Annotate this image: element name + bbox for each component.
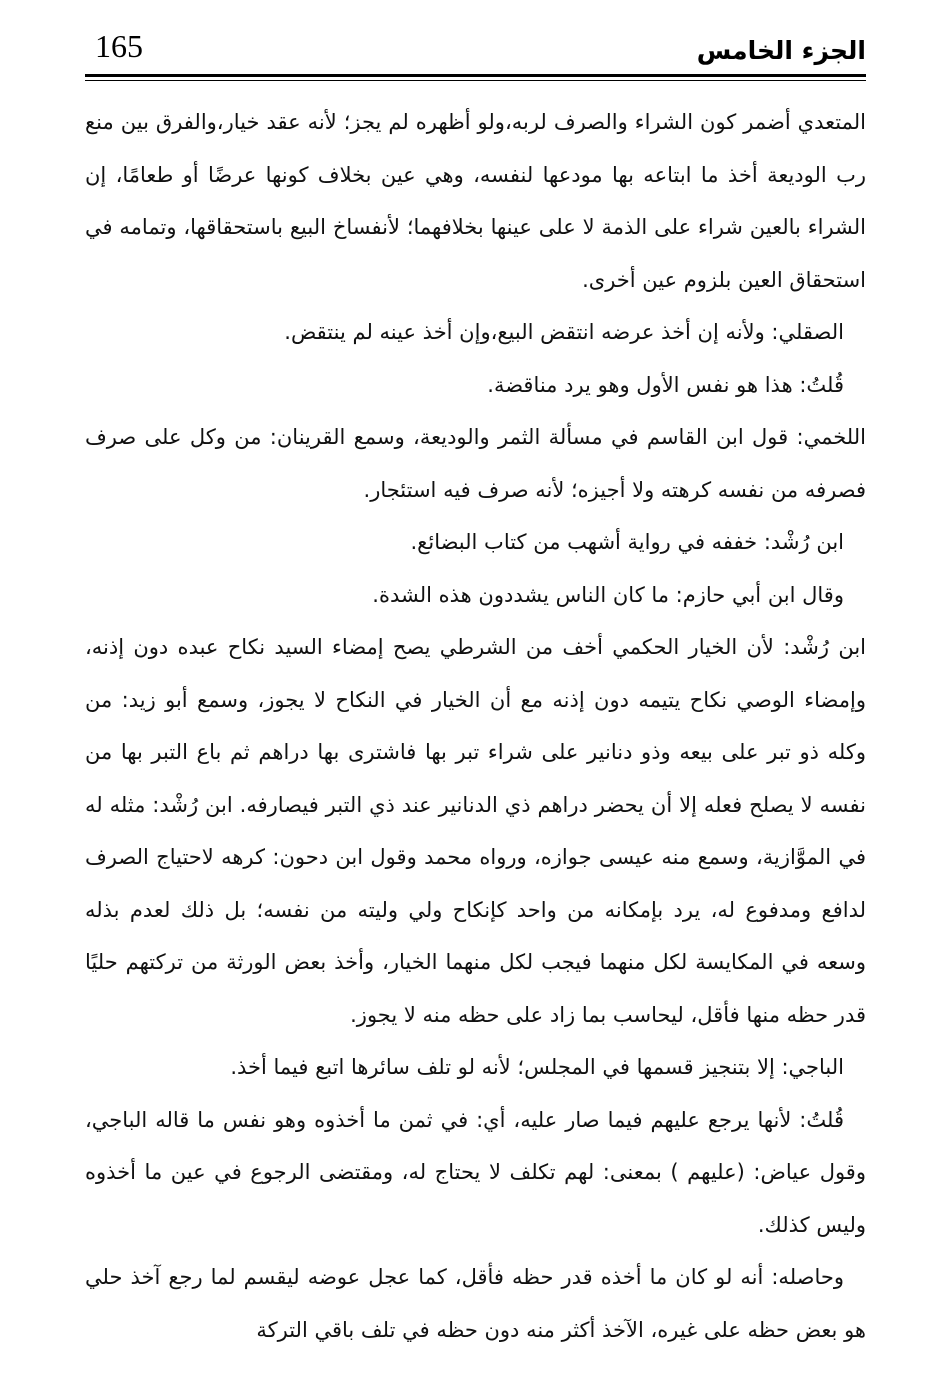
paragraph-lakhmi: اللخمي: قول ابن القاسم في مسألة الثمر والوديعة، وسمع القرينان: من وكل على صرف فصرفه من نفسه كرهته ولا أجيزه؛ لأنه صرف فيه استئجار. (85, 425, 866, 502)
paragraph-ibn-rushd-2: ابن رُشْد: لأن الخيار الحكمي أخف من الشرطي يصح إمضاء السيد نكاح عبده دون إذنه، وإمضاء الوصي نكاح يتيمه دون إذنه مع أن الخيار في النكاح لا يجوز، وسمع أبو زيد: من وكله ذو تبر على بيعه وذو دنانير على شراء تبر بها فاشترى بها دراهم ثم باع التبر بها من نفسه لا يصلح فعله إلا أن يحضر دراهم ذي الدنانير عند ذي التبر فيصارفه. ابن رُشْد: مثله له في الموَّازية، وسمع منه عيسى جوازه، ورواه محمد وقول ابن دحون: كرهه لاحتياج الصرف لدافع ومدفوع له، يرد بإمكانه من واحد كإنكاح ولي وليته من نفسه؛ بل ذلك لعدم بذله وسعه في المكايسة لكل منهما فيجب لكل منهما الخيار، وأخذ بعض الورثة من تركتهم حليًا قدر حظه منها فأقل، ليحاسب بما زاد على حظه منه لا يجوز. (85, 635, 866, 1027)
header-rule-thin (85, 80, 866, 81)
page-number: 165 (95, 28, 143, 64)
page-body (85, 96, 866, 1356)
paragraph-hasiluhu: وحاصله: أنه لو كان ما أخذه قدر حظه فأقل، كما عجل عوضه ليقسم لما رجع آخذ حلي هو بعض حظه على غيره، الآخذ أكثر منه دون حظه في تلف باقي التركة (85, 1265, 866, 1342)
page-header (85, 22, 866, 80)
paragraph-qultu-2: قُلتُ: لأنها يرجع عليهم فيما صار عليه، أي: في ثمن ما أخذوه وهو نفس ما قاله الباجي، وقول عياض: (عليهم ) بمعنى: لهم تكلف لا يحتاج له، ومقتضى الرجوع في عين ما أخذوه وليس كذلك. (85, 1107, 866, 1237)
paragraph-qultu-1: قُلتُ: هذا هو نفس الأول وهو يرد مناقضة. (487, 372, 844, 397)
volume-title: الجزء الخامس (696, 36, 866, 65)
paragraph-ibn-abi-hazim: وقال ابن أبي حازم: ما كان الناس يشددون هذه الشدة. (372, 582, 844, 607)
paragraph-continuation: المتعدي أضمر كون الشراء والصرف لربه،ولو أظهره لم يجز؛ لأنه عقد خيار،والفرق بين منع رب الوديعة أخذ ما ابتاعه بها مودعها لنفسه، وهي عين بخلاف كونها عرضًا أو طعامًا، إن الشراء بالعين شراء على الذمة لا على عينها بخلافهما؛ لأنفساخ البيع باستحقاقها، وتمامه في استحقاق العين بلزوم عين أخرى. (85, 110, 866, 292)
paragraph-baji: الباجي: إلا بتنجيز قسمها في المجلس؛ لأنه لو تلف سائرها اتبع فيما أخذ. (230, 1055, 844, 1079)
paragraph-siqilli: الصقلي: ولأنه إن أخذ عرضه انتقض البيع،وإن أخذ عينه لم ينتقض. (284, 320, 844, 344)
paragraph-ibn-rushd-1: ابن رُشْد: خففه في رواية أشهب من كتاب البضائع. (410, 530, 844, 554)
header-rule-thick (85, 74, 866, 77)
